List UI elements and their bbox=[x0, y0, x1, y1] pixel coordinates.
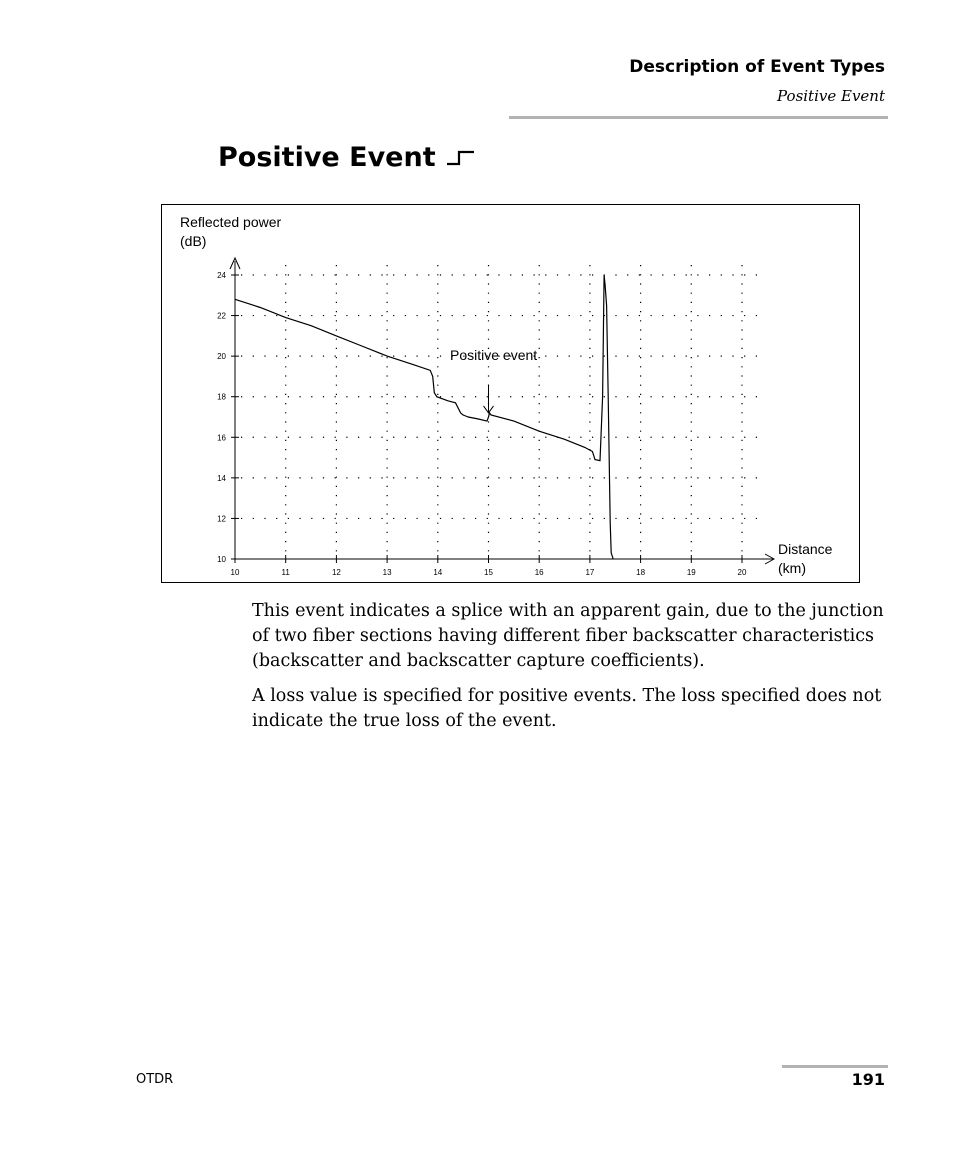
x-axis-label-line-2: (km) bbox=[778, 560, 806, 576]
x-tick-label: 14 bbox=[433, 568, 443, 577]
chart-ticks bbox=[217, 271, 747, 577]
otdr-trace-chart bbox=[161, 204, 860, 583]
header-section-title: Description of Event Types bbox=[629, 57, 885, 77]
y-tick-label: 24 bbox=[217, 271, 226, 280]
y-tick-label: 20 bbox=[217, 352, 226, 362]
y-axis-label-line-2: (dB) bbox=[180, 233, 207, 249]
paragraph: This event indicates a splice with an apparent gain, due to the junction of two fiber sections having different fiber backscatter characteristics (backscatter and backscatter capture coefficients). bbox=[252, 601, 884, 671]
y-tick-label: 14 bbox=[217, 473, 226, 483]
header-rule bbox=[509, 116, 888, 119]
annotation-group bbox=[450, 347, 537, 413]
header-subsection-title: Positive Event bbox=[777, 87, 885, 105]
annotation-label: Positive event bbox=[450, 347, 538, 363]
x-tick-label: 16 bbox=[534, 568, 544, 577]
chart-grid bbox=[241, 265, 767, 559]
footer-rule bbox=[782, 1065, 888, 1068]
y-axis-label-line-1: Reflected power bbox=[180, 214, 282, 230]
y-tick-label: 22 bbox=[217, 311, 226, 321]
x-tick-label: 19 bbox=[686, 568, 696, 577]
x-tick-label: 10 bbox=[230, 568, 240, 577]
x-axis-label-line-1: Distance bbox=[778, 541, 833, 557]
y-tick-label: 10 bbox=[217, 555, 226, 564]
positive-event-step-icon bbox=[446, 149, 476, 167]
footer-product-name: OTDR bbox=[136, 1072, 174, 1087]
section-heading bbox=[218, 142, 476, 173]
x-tick-label: 17 bbox=[585, 568, 595, 577]
x-tick-label: 15 bbox=[484, 568, 493, 577]
section-heading-text: Positive Event bbox=[218, 142, 436, 173]
y-tick-label: 12 bbox=[217, 514, 226, 524]
x-tick-label: 11 bbox=[281, 568, 290, 577]
x-tick-label: 13 bbox=[382, 568, 392, 577]
x-tick-label: 18 bbox=[636, 568, 646, 577]
page-number: 191 bbox=[851, 1070, 885, 1089]
y-tick-label: 16 bbox=[217, 433, 226, 443]
y-tick-label: 18 bbox=[217, 392, 226, 402]
trace-line bbox=[235, 275, 613, 559]
x-tick-label: 12 bbox=[331, 568, 341, 577]
chart-canvas bbox=[162, 205, 859, 582]
x-tick-label: 20 bbox=[737, 568, 747, 577]
paragraph: A loss value is specified for positive events. The loss specified does not indicate the true loss of the event. bbox=[252, 686, 882, 731]
body-text bbox=[252, 599, 888, 744]
